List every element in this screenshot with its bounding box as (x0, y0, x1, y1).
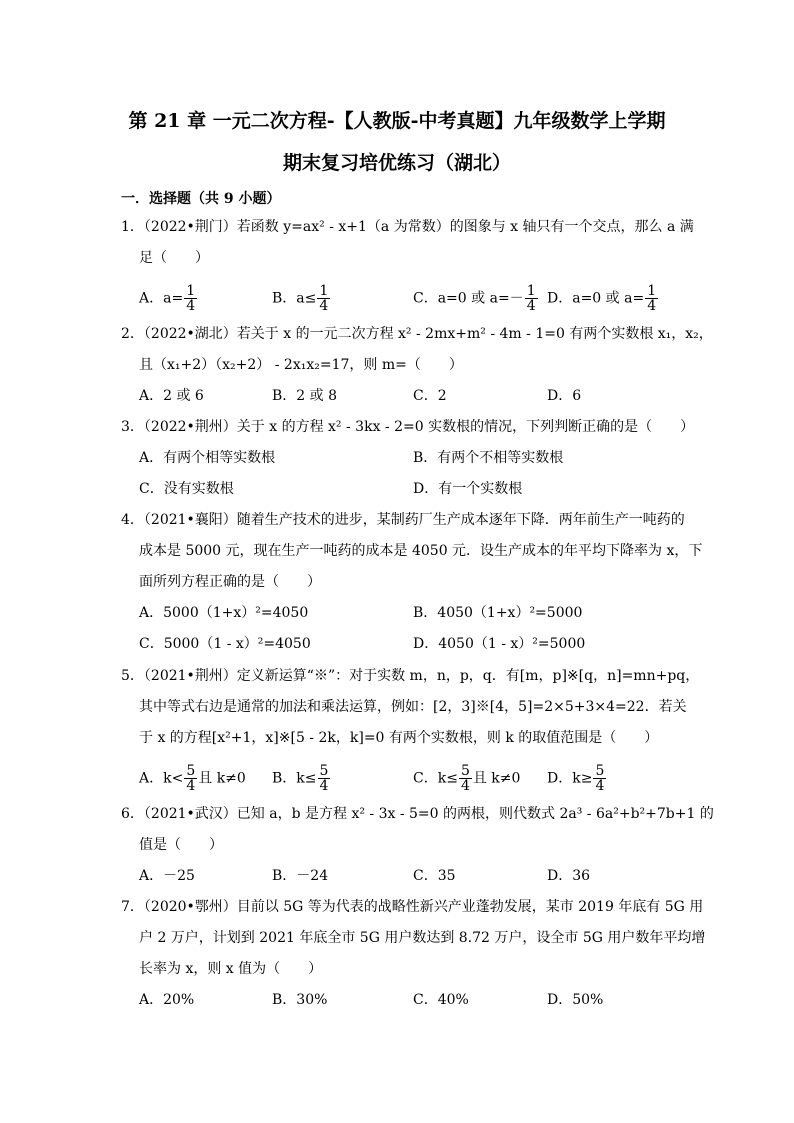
option-a-tail: 且 k≠0 (198, 770, 246, 787)
question-5-line-1: 5．（2021•荆州）定义新运算“※”：对于实数 m，n，p，q．有[m，p]※[q，n]=mn+pq， (121, 668, 700, 684)
option-c-tail: 且 k≠0 (472, 770, 521, 787)
denominator: 4 (647, 298, 657, 314)
question-7-option-d: D．50% (547, 992, 604, 1008)
numerator: 5 (319, 763, 329, 779)
question-7-line-3: 长率为 x，则 x 值为（ ） (139, 961, 323, 977)
question-2-option-b: B．2 或 8 (272, 388, 338, 404)
option-a-text: A．a= (139, 290, 184, 307)
question-6-option-d: D．36 (547, 868, 591, 884)
numerator: 5 (595, 763, 605, 779)
option-d-text: D．k≥ (547, 770, 593, 787)
numerator: 5 (186, 763, 196, 779)
fraction (184, 764, 197, 793)
numerator: 1 (186, 283, 196, 299)
question-6-option-b: B．－24 (272, 868, 329, 884)
question-6-option-a: A．－25 (139, 868, 195, 884)
question-1-option-a (139, 284, 198, 313)
fraction (317, 284, 330, 313)
question-1-option-b (272, 284, 331, 313)
question-4-option-a: A．5000（1+x）²=4050 (139, 605, 309, 621)
numerator: 1 (647, 283, 657, 299)
question-3-option-d: D．有一个实数根 (413, 481, 523, 497)
fraction (459, 764, 472, 793)
question-4-line-3: 面所列方程正确的是（ ） (139, 574, 321, 590)
denominator: 4 (319, 778, 329, 794)
question-5-line-2: 其中等式右边是通常的加法和乘法运算，例如：[2，3]※[4，5]=2×5+3×4=22．若关 (139, 699, 687, 715)
question-3-option-b: B．有两个不相等实数根 (413, 450, 564, 466)
denominator: 4 (526, 298, 536, 314)
question-3-line-1: 3．（2022•荆州）关于 x 的方程 x² - 3kx - 2=0 实数根的情况，下列判断正确的是（ ） (121, 419, 695, 435)
fraction (645, 284, 658, 313)
question-4-option-d: D．4050（1 - x）²=5000 (413, 636, 586, 652)
denominator: 4 (319, 298, 329, 314)
question-7-line-1: 7．（2020•鄂州）目前以 5G 等为代表的战略性新兴产业蓬勃发展，某市 2019 年底有 5G 用 (121, 899, 704, 915)
question-3-option-a: A．有两个相等实数根 (139, 450, 276, 466)
question-4-line-2: 成本是 5000 元，现在生产一吨药的成本是 4050 元．设生产成本的年平均下降率为 x，下 (139, 543, 703, 559)
question-7-option-c: C．40% (413, 992, 469, 1008)
question-1-line-1: 1．（2022•荆门）若函数 y=ax² - x+1（a 为常数）的图象与 x 轴只有一个交点，那么 a 满 (121, 219, 694, 235)
option-d-text: D．a=0 或 a= (547, 290, 645, 307)
numerator: 5 (460, 763, 470, 779)
question-2-option-d: D．6 (547, 388, 582, 404)
fraction (593, 764, 606, 793)
fraction (525, 284, 538, 313)
section-heading: 一．选择题（共 9 小题） (121, 191, 281, 207)
question-7-option-b: B．30% (272, 992, 328, 1008)
question-1-option-c (413, 284, 539, 313)
question-3-option-c: C．没有实数根 (139, 481, 234, 497)
option-c-text: C．a=0 或 a=－ (413, 290, 524, 307)
fraction (318, 764, 331, 793)
question-5-option-d (547, 764, 607, 793)
denominator: 4 (186, 298, 196, 314)
option-b-text: B．a≤ (272, 290, 317, 307)
question-5-option-b (272, 764, 331, 793)
numerator: 1 (526, 283, 536, 299)
question-4-option-b: B．4050（1+x）²=5000 (413, 605, 583, 621)
question-4-line-1: 4．（2021•襄阳）随着生产技术的进步，某制药厂生产成本逐年下降．两年前生产一吨药的 (121, 512, 685, 528)
question-5-line-3: 于 x 的方程[x²+1，x]※[5 - 2k，k]=0 有两个实数根，则 k 的取值范围是（ ） (139, 730, 659, 746)
question-6-line-2: 值是（ ） (139, 837, 223, 853)
question-1-line-2: 足（ ） (139, 250, 209, 266)
denominator: 4 (186, 778, 196, 794)
question-7-line-2: 户 2 万户，计划到 2021 年底全市 5G 用户数达到 8.72 万户，设全市 5G 用户数年平均增 (139, 930, 706, 946)
denominator: 4 (460, 778, 470, 794)
question-6-option-c: C．35 (413, 868, 456, 884)
question-2-option-c: C．2 (413, 388, 447, 404)
question-6-line-1: 6．（2021•武汉）已知 a，b 是方程 x² - 3x - 5=0 的两根，则代数式 2a³ - 6a²+b²+7b+1 的 (121, 806, 714, 822)
question-7-option-a: A．20% (139, 992, 195, 1008)
question-2-option-a: A．2 或 6 (139, 388, 204, 404)
question-2-line-1: 2．（2022•湖北）若关于 x 的一元二次方程 x² - 2mx+m² - 4m - 1=0 有两个实数根 x₁，x₂， (121, 326, 713, 342)
question-2-line-2: 且（x₁+2）（x₂+2） - 2x₁x₂=17，则 m=（ ） (139, 357, 463, 373)
question-5-option-a (139, 764, 246, 793)
numerator: 1 (319, 283, 329, 299)
document-title-line-1: 第 21 章 一元二次方程-【人教版-中考真题】九年级数学上学期 (128, 110, 666, 132)
option-c-text: C．k≤ (413, 770, 458, 787)
option-b-text: B．k≤ (272, 770, 317, 787)
fraction (184, 284, 197, 313)
question-5-option-c (413, 764, 520, 793)
question-1-option-d (547, 284, 659, 313)
denominator: 4 (595, 778, 605, 794)
option-a-text: A．k< (139, 770, 184, 787)
document-title-line-2: 期末复习培优练习（湖北） (282, 152, 511, 174)
question-4-option-c: C．5000（1 - x）²=4050 (139, 636, 311, 652)
